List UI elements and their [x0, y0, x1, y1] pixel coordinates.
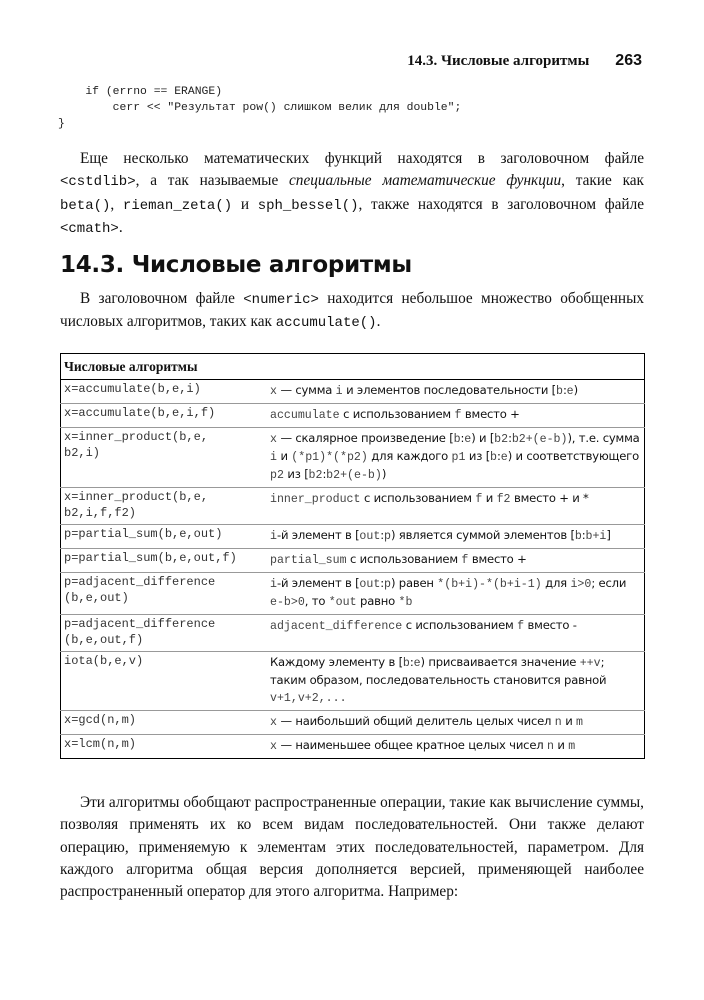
text-run: и: [232, 195, 258, 213]
table-row: [61, 488, 645, 525]
text-run: и: [276, 449, 292, 463]
text-run: В заголовочном файле: [80, 290, 244, 307]
code-inline: p2: [270, 469, 284, 482]
text-run: ) равен: [390, 576, 438, 590]
table-row: [61, 573, 645, 615]
code-inline: *b: [398, 596, 413, 609]
code-inline: e: [566, 385, 574, 398]
code-inline: out: [359, 530, 381, 543]
code-inline: p: [384, 530, 391, 543]
code-inline: *(b+i)-*(b+i-1): [437, 578, 542, 591]
algorithm-signature: [61, 549, 268, 573]
code-inline: f: [461, 554, 469, 567]
code-inline: b: [555, 385, 563, 398]
algorithm-description: [267, 488, 645, 525]
code-inline: m: [568, 740, 576, 753]
text-run: ) и соответствующего: [507, 449, 639, 463]
signature-line: x=lcm(n,m): [64, 737, 137, 751]
text-run: ): [381, 467, 387, 481]
code-inline: e: [413, 657, 421, 670]
text-run: :: [380, 576, 385, 590]
table-header-row: [61, 354, 645, 380]
signature-line: x=inner_product(b,e,: [64, 490, 209, 504]
algorithm-signature: [61, 404, 268, 428]
code-inline: n: [554, 716, 562, 729]
code-inline: i: [270, 578, 277, 591]
code-inline: b+i: [585, 530, 607, 543]
algorithm-description: [267, 573, 645, 615]
table-row: [61, 549, 645, 573]
code-inline: v+1,v+2,...: [270, 692, 347, 705]
table-row: [61, 711, 645, 735]
signature-line: b2,i,f,f2): [64, 505, 137, 520]
signature-line: x=inner_product(b,e,: [64, 430, 209, 444]
code-snippet: [58, 84, 461, 132]
code-inline: e: [464, 433, 472, 446]
signature-line: p=adjacent_difference: [64, 617, 216, 631]
paragraph-conclusion: Эти алгоритмы обобщают распространенные операции, такие как вычисление суммы, позволяя применять их ко всем видам последовательностей. Они также делают операцию, применяемую к элементам этих последовательностей, параметром. Для каждого алгоритма общая версия дополняется версией, применяющей наиболее распространенный оператор для этого алгоритма. Например:: [60, 794, 644, 901]
code-inline: rieman_zeta(): [122, 197, 233, 214]
code-inline: p1: [451, 451, 466, 464]
algorithm-signature: [61, 428, 268, 488]
code-inline: n: [546, 740, 554, 753]
text-run: вместо + и *: [510, 491, 589, 505]
algorithm-signature: [61, 652, 268, 711]
text-run: — сумма: [276, 383, 336, 397]
code-inline: i>0: [570, 578, 592, 591]
code-inline: <cmath>: [60, 220, 119, 237]
algorithm-description: [267, 380, 645, 404]
algorithm-signature: [61, 573, 268, 615]
text-run: -й элемент в [: [276, 576, 360, 590]
code-inline: b: [402, 657, 410, 670]
table-row: [61, 404, 645, 428]
code-inline: i: [335, 385, 343, 398]
signature-line: (b,e,out): [64, 590, 129, 605]
text-run: ): [573, 383, 578, 397]
emphasis-term: специальные математические функции: [289, 172, 562, 190]
text-run: с использованием: [402, 618, 518, 632]
section-heading: 14.3. Числовые алгоритмы: [60, 252, 412, 278]
code-line: if (errno == ERANGE): [58, 86, 223, 98]
algorithm-signature: [61, 525, 268, 549]
text-run: :: [508, 431, 512, 445]
code-inline: b: [574, 530, 582, 543]
text-run: с использованием: [346, 552, 462, 566]
code-inline: x: [270, 740, 277, 753]
table-title: Числовые алгоритмы: [61, 354, 645, 380]
text-run: — наибольший общий делитель целых чисел: [276, 714, 555, 728]
text-run: с использованием: [360, 491, 476, 505]
algorithm-signature: [61, 615, 268, 652]
algorithm-description: [267, 711, 645, 735]
algorithm-description: [267, 525, 645, 549]
text-run: :: [562, 383, 567, 397]
code-inline: f2: [496, 493, 511, 506]
signature-line: p=partial_sum(b,e,out): [64, 527, 223, 541]
table-body: [61, 380, 645, 759]
text-run: из [: [283, 467, 309, 481]
code-inline: <numeric>: [243, 292, 319, 308]
text-run: для каждого: [367, 449, 452, 463]
code-inline: adjacent_difference: [270, 620, 403, 633]
text-run: и: [553, 738, 569, 752]
text-run: , а так называемые: [135, 172, 290, 190]
text-run: с использованием: [339, 407, 455, 421]
text-run: вместо -: [524, 618, 577, 632]
code-inline: e-b>0: [270, 596, 305, 609]
text-run: находится небольшое множество обобщенных числовых алгоритмов, таких как: [60, 290, 644, 331]
text-run: ,: [110, 195, 123, 213]
signature-line: b2,i): [64, 445, 101, 460]
text-run: -й элемент в [: [276, 528, 360, 542]
code-inline: i: [270, 530, 277, 543]
signature-line: p=partial_sum(b,e,out,f): [64, 551, 237, 565]
signature-line: x=gcd(n,m): [64, 713, 137, 727]
signature-line: p=adjacent_difference: [64, 575, 216, 589]
code-inline: x: [270, 716, 277, 729]
algorithm-description: [267, 428, 645, 488]
running-header-title: 14.3. Числовые алгоритмы: [407, 53, 590, 69]
code-inline: partial_sum: [270, 554, 347, 567]
text-run: из [: [465, 449, 491, 463]
running-header: [407, 52, 642, 70]
table-row: [61, 652, 645, 711]
text-run: ; если: [591, 576, 627, 590]
table-row: [61, 735, 645, 759]
code-inline: b2: [494, 433, 509, 446]
text-run: , также находятся в заголовочном файле: [358, 195, 644, 213]
text-run: :: [380, 528, 385, 542]
text-run: для: [541, 576, 571, 590]
text-run: ]: [606, 528, 611, 542]
text-run: .: [118, 218, 123, 236]
text-run: ) и [: [471, 431, 495, 445]
table-row: [61, 615, 645, 652]
code-inline: e: [500, 451, 508, 464]
text-run: вместо +: [461, 407, 520, 421]
algorithm-signature: [61, 488, 268, 525]
paragraph-numeric-intro: [60, 288, 644, 335]
code-line: }: [58, 118, 65, 130]
table-row: [61, 380, 645, 404]
code-inline: x: [270, 385, 277, 398]
text-run: :: [581, 528, 586, 542]
code-inline: p: [384, 578, 391, 591]
signature-line: (b,e,out,f): [64, 632, 144, 647]
code-inline: beta(): [60, 197, 111, 214]
text-run: ) присваивается значение: [420, 655, 580, 669]
code-inline: m: [576, 716, 584, 729]
numeric-algorithms-table: [60, 353, 645, 759]
text-run: и: [561, 714, 577, 728]
algorithm-signature: [61, 380, 268, 404]
table-row: [61, 525, 645, 549]
text-run: :: [497, 449, 501, 463]
algorithm-description: [267, 652, 645, 711]
text-run: , такие как: [561, 172, 644, 190]
code-inline: accumulate(): [275, 315, 377, 332]
code-inline: x: [270, 433, 277, 446]
text-run: ) является суммой элементов [: [390, 528, 575, 542]
code-inline: <cstdlib>: [60, 174, 136, 191]
text-run: Еще несколько математических функций находятся в заголовочном файле: [80, 150, 644, 167]
code-inline: inner_product: [270, 493, 361, 506]
code-inline: f: [454, 409, 462, 422]
code-inline: b2+(e-b): [326, 469, 382, 482]
text-run: и: [482, 491, 497, 505]
code-line: cerr << "Результат pow() слишком велик для double";: [58, 102, 462, 114]
algorithm-description: [267, 404, 645, 428]
code-inline: *out: [328, 596, 357, 609]
code-inline: f: [517, 620, 525, 633]
algorithm-description: [267, 549, 645, 573]
paragraph-math-functions: [60, 148, 644, 240]
text-run: — скалярное произведение [: [276, 431, 454, 445]
code-inline: b: [453, 433, 461, 446]
code-inline: b: [490, 451, 497, 464]
code-inline: f: [475, 493, 483, 506]
code-inline: accumulate: [270, 409, 340, 422]
text-run: — наименьшее общее кратное целых чисел: [276, 738, 547, 752]
code-inline: i: [270, 451, 277, 464]
code-inline: sph_bessel(): [257, 197, 359, 214]
text-run: :: [322, 467, 327, 481]
table-row: [61, 428, 645, 488]
text-run: ; таким образом, последовательность становится равной: [270, 655, 607, 687]
text-run: .: [376, 313, 381, 331]
code-inline: b2: [308, 469, 323, 482]
code-inline: ++v: [579, 657, 601, 670]
algorithm-description: [267, 615, 645, 652]
text-run: вместо +: [468, 552, 527, 566]
text-run: и элементов последовательности [: [342, 383, 556, 397]
signature-line: iota(b,e,v): [64, 654, 144, 668]
signature-line: x=accumulate(b,e,i,f): [64, 406, 216, 420]
code-inline: out: [359, 578, 381, 591]
code-inline: b2+(e-b): [511, 433, 568, 446]
algorithm-signature: [61, 711, 268, 735]
text-run: ), т.е. сумма: [567, 431, 640, 445]
text-run: :: [460, 431, 465, 445]
signature-line: x=accumulate(b,e,i): [64, 382, 201, 396]
text-run: , то: [304, 594, 329, 608]
text-run: равно: [356, 594, 399, 608]
code-inline: (*p1)*(*p2): [291, 451, 368, 464]
algorithm-signature: [61, 735, 268, 759]
text-run: Каждому элементу в [: [270, 655, 403, 669]
page-number: 263: [615, 52, 642, 69]
text-run: :: [409, 655, 414, 669]
algorithm-description: [267, 735, 645, 759]
